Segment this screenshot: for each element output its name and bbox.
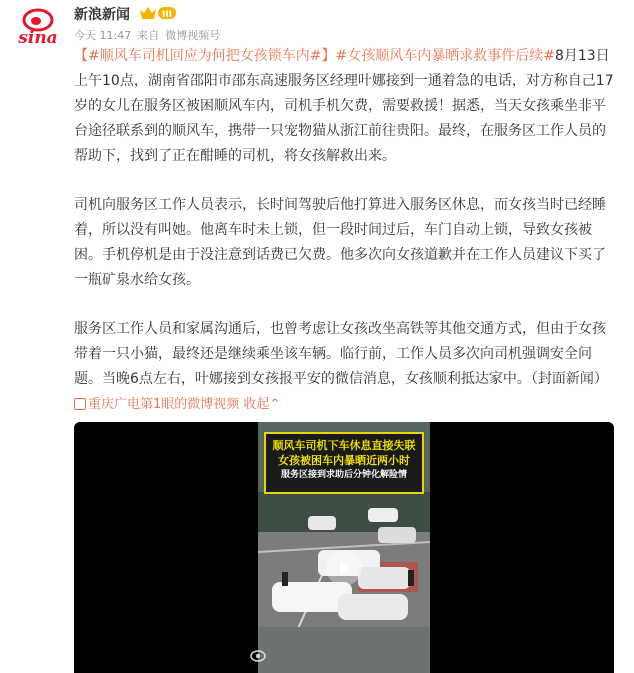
post-content [74,44,614,417]
video-thumbnail[interactable] [258,422,430,673]
chevron-up-icon: ⌃ [269,397,281,412]
video-caption-banner [264,432,424,494]
video-player[interactable] [74,422,614,673]
banner-line-2: 女孩被困车内暴晒近两小时 [278,454,410,467]
banner-line-3: 服务区接到求助后分钟化解险情 [280,470,407,480]
vip-badge[interactable] [138,5,178,21]
paragraph-1 [74,44,614,169]
sina-logo-text: sina [18,28,58,46]
account-name[interactable]: 新浪新闻 [74,7,130,23]
bracket-open: 【 [74,48,88,64]
source-prefix: 来自 [137,29,160,42]
hashtag-1[interactable]: #顺风车司机回应为何把女孩锁车内# [88,48,322,64]
post-meta [74,27,226,43]
post-footer-links [74,392,614,417]
video-link-icon [74,398,86,410]
avatar[interactable] [14,6,62,46]
play-icon[interactable] [326,550,362,586]
vip-level: III [161,10,173,20]
weibo-watermark-icon [250,648,268,665]
banner-line-1: 顺风车司机下车休息直接失联 [272,439,416,452]
bracket-close: 】 [321,48,336,64]
collapse-link[interactable]: 收起⌃ [243,397,281,412]
paragraph-1-text: 8月13日上午10点，湖南省邵阳市邵东高速服务区经理叶娜接到一通着急的电话，对方称自己17岁的女儿在服务区被困顺风车内，司机手机欠费，需要救援！据悉，当天女孩乘坐非平台途径联系到的顺风车，携带一只宠物猫从浙江前往贵阳。最终，在服务区工作人员的帮助下，找到了正在酣睡的司机，将女孩解救出来。 [74,48,614,164]
paragraph-2: 司机向服务区工作人员表示，长时间驾驶后他打算进入服务区休息，而女孩当时已经睡着，所以没有叫她。他离车时未上锁，但一段时间过后，车门自动上锁，导致女孩被困。手机停机是由于没注意到话费已欠费。他多次向女孩道歉并在工作人员建议下买了一瓶矿泉水给女孩。 [74,197,606,288]
video-link[interactable]: 重庆广电第1眼的微博视频 [88,397,240,412]
paragraph-3: 服务区工作人员和家属沟通后，也曾考虑让女孩改坐高铁等其他交通方式，但由于女孩带着一只小猫，最终还是继续乘坐该车辆。临行前，工作人员多次向司机强调安全问题。当晚6点左右，叶娜接到女孩报平安的微信消息，女孩顺利抵达家中。（封面新闻） [74,321,608,387]
timestamp[interactable]: 今天 11:47 [74,29,132,42]
source-link[interactable]: 微博视频号 [165,29,221,42]
hashtag-2[interactable]: #女孩顺风车内暴晒求救事件后续# [335,48,555,64]
